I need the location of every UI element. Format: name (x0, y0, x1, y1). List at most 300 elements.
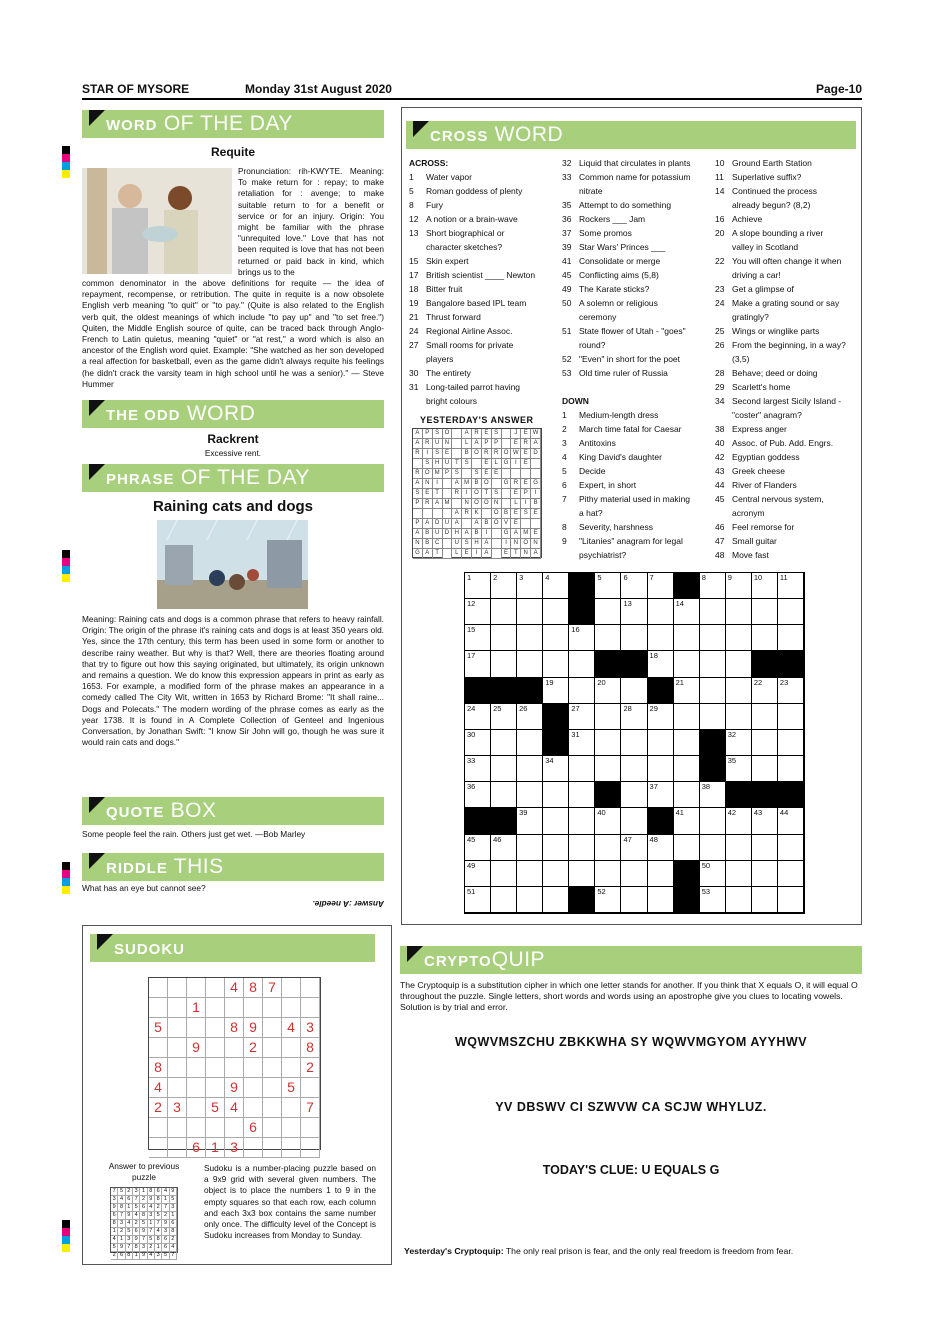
crossword-cell[interactable]: 20 (595, 678, 621, 704)
crossword-cell[interactable] (569, 808, 595, 834)
clue: 9 "Litanies" anagram for legal (562, 536, 683, 546)
sudoku-cell[interactable]: 3 (225, 1138, 244, 1158)
crossword-cell[interactable] (491, 651, 517, 677)
crossword-cell[interactable] (752, 861, 778, 887)
crossword-cell[interactable] (648, 861, 674, 887)
crossword-cell[interactable] (543, 861, 569, 887)
sudoku-cell[interactable] (225, 1038, 244, 1058)
crossword-cell[interactable]: 24 (465, 704, 491, 730)
crossword-cell[interactable] (648, 808, 674, 834)
crossword-cell[interactable] (569, 887, 595, 913)
crossword-cell[interactable] (621, 678, 647, 704)
answer-cell: I (531, 489, 541, 499)
crossword-cell[interactable] (700, 756, 726, 782)
crossword-cell[interactable] (778, 861, 804, 887)
sudoku-cell[interactable] (149, 1038, 168, 1058)
sudoku-answer-cell: 9 (126, 1212, 133, 1220)
crossword-cell[interactable]: 38 (700, 782, 726, 808)
crossword-cell[interactable] (621, 730, 647, 756)
crossword-cell[interactable] (543, 782, 569, 808)
sudoku-cell[interactable] (282, 1118, 301, 1138)
answer-cell: O (472, 449, 482, 459)
crossword-cell[interactable] (700, 678, 726, 704)
sudoku-cell[interactable] (244, 1138, 263, 1158)
crossword-cell[interactable] (700, 651, 726, 677)
sudoku-cell[interactable] (301, 1118, 320, 1138)
sudoku-cell[interactable] (187, 1018, 206, 1038)
sudoku-answer-cell: 3 (155, 1252, 162, 1260)
crossword-cell[interactable] (726, 835, 752, 861)
crossword-cell[interactable]: 2 (491, 573, 517, 599)
answer-cell: R (492, 449, 502, 459)
crossword-cell[interactable] (778, 651, 804, 677)
sudoku-answer-cell: 5 (111, 1244, 118, 1252)
crossword-cell[interactable] (752, 887, 778, 913)
crossword-cell[interactable] (491, 782, 517, 808)
crossword-cell[interactable] (726, 887, 752, 913)
crossword-cell[interactable] (491, 599, 517, 625)
phrase-header: PHRASE OF THE DAY (82, 464, 384, 492)
sudoku-cell[interactable]: 7 (263, 978, 282, 998)
sudoku-cell[interactable] (263, 1058, 282, 1078)
crossword-cell[interactable]: 22 (752, 678, 778, 704)
sudoku-cell[interactable]: 6 (187, 1138, 206, 1158)
sudoku-cell[interactable] (149, 998, 168, 1018)
crossword-cell[interactable]: 33 (465, 756, 491, 782)
crossword-cell[interactable] (726, 599, 752, 625)
sudoku-cell[interactable] (263, 1038, 282, 1058)
sudoku-cell[interactable] (168, 1138, 187, 1158)
crossword-cell[interactable] (674, 573, 700, 599)
sudoku-cell[interactable]: 8 (244, 978, 263, 998)
sudoku-cell[interactable] (244, 1098, 263, 1118)
crossword-cell[interactable] (543, 730, 569, 756)
sudoku-cell[interactable]: 5 (206, 1098, 225, 1118)
crossword-cell[interactable] (778, 625, 804, 651)
sudoku-cell[interactable]: 9 (244, 1018, 263, 1038)
sudoku-cell[interactable]: 7 (301, 1098, 320, 1118)
crossword-cell[interactable]: 45 (465, 835, 491, 861)
crossword-cell[interactable] (491, 678, 517, 704)
crossword-cell[interactable] (517, 599, 543, 625)
yesterday-answer-label: YESTERDAY'S ANSWER (420, 415, 534, 425)
clue: 5 Decide (562, 466, 606, 476)
crossword-cell[interactable] (752, 835, 778, 861)
crossword-cell[interactable]: 52 (595, 887, 621, 913)
crossword-cell[interactable] (778, 887, 804, 913)
crossword-cell[interactable]: 7 (648, 573, 674, 599)
answer-cell: R (413, 469, 423, 479)
crossword-cell[interactable] (517, 861, 543, 887)
crossword-cell[interactable] (726, 651, 752, 677)
crossword-cell[interactable] (543, 835, 569, 861)
crossword-cell[interactable] (648, 887, 674, 913)
crossword-cell[interactable] (491, 887, 517, 913)
sudoku-answer-cell: 1 (155, 1244, 162, 1252)
sudoku-cell[interactable] (187, 1078, 206, 1098)
sudoku-cell[interactable] (187, 1058, 206, 1078)
sudoku-answer-cell: 6 (170, 1220, 177, 1228)
sudoku-cell[interactable] (282, 998, 301, 1018)
crossword-cell[interactable] (491, 861, 517, 887)
clue: 21 Thrust forward (409, 312, 481, 322)
answer-cell: E (521, 479, 531, 489)
crossword-cell[interactable] (621, 651, 647, 677)
crossword-cell[interactable] (621, 861, 647, 887)
crossword-cell[interactable] (778, 599, 804, 625)
crossword-cell[interactable] (491, 756, 517, 782)
crossword-cell[interactable] (778, 704, 804, 730)
crossword-cell[interactable]: 27 (569, 704, 595, 730)
answer-cell: B (462, 449, 472, 459)
crossword-cell[interactable]: 19 (543, 678, 569, 704)
sudoku-answer-cell: 9 (111, 1204, 118, 1212)
sudoku-cell[interactable] (168, 978, 187, 998)
crossword-cell[interactable]: 39 (517, 808, 543, 834)
crossword-cell[interactable] (648, 730, 674, 756)
crossword-cell[interactable] (543, 704, 569, 730)
crossword-cell[interactable]: 48 (648, 835, 674, 861)
answer-cell (452, 439, 462, 449)
answer-cell: U (433, 529, 443, 539)
crossword-cell[interactable]: 46 (491, 835, 517, 861)
sudoku-answer-cell: 7 (111, 1188, 118, 1196)
crossword-cell[interactable]: 31 (569, 730, 595, 756)
answer-cell: B (472, 529, 482, 539)
sudoku-cell[interactable] (206, 1058, 225, 1078)
crossword-cell[interactable] (543, 625, 569, 651)
crossword-cell[interactable]: 1 (465, 573, 491, 599)
answer-cell: S (492, 429, 502, 439)
sudoku-cell[interactable]: 3 (301, 1018, 320, 1038)
crossword-cell[interactable] (700, 808, 726, 834)
crossword-cell[interactable] (752, 730, 778, 756)
crossword-cell[interactable]: 42 (726, 808, 752, 834)
crossword-cell[interactable] (648, 625, 674, 651)
sudoku-cell[interactable] (225, 998, 244, 1018)
sudoku-cell[interactable] (263, 1018, 282, 1038)
sudoku-cell[interactable] (282, 1038, 301, 1058)
crossword-cell[interactable] (491, 625, 517, 651)
crossword-cell[interactable] (465, 678, 491, 704)
crossword-cell[interactable] (674, 730, 700, 756)
crossword-cell[interactable] (465, 808, 491, 834)
crossword-cell[interactable] (569, 756, 595, 782)
answer-cell (521, 519, 531, 529)
sudoku-cell[interactable] (168, 1118, 187, 1138)
sudoku-cell[interactable]: 5 (149, 1018, 168, 1038)
crossword-cell[interactable] (543, 808, 569, 834)
sudoku-cell[interactable] (263, 1098, 282, 1118)
sudoku-cell[interactable]: 8 (225, 1018, 244, 1038)
sudoku-cell[interactable] (282, 1058, 301, 1078)
crossword-cell[interactable] (752, 625, 778, 651)
crossword-cell[interactable]: 37 (648, 782, 674, 808)
sudoku-cell[interactable] (168, 1038, 187, 1058)
crossword-cell[interactable]: 25 (491, 704, 517, 730)
sudoku-cell[interactable] (206, 1118, 225, 1138)
crossword-cell[interactable]: 32 (726, 730, 752, 756)
crossword-cell[interactable] (595, 835, 621, 861)
sudoku-answer-cell: 3 (170, 1204, 177, 1212)
sudoku-cell[interactable]: 9 (225, 1078, 244, 1098)
sudoku-cell[interactable] (282, 1098, 301, 1118)
sudoku-cell[interactable] (301, 978, 320, 998)
crossword-cell[interactable]: 34 (543, 756, 569, 782)
crossword-cell[interactable] (621, 756, 647, 782)
sudoku-cell[interactable] (301, 998, 320, 1018)
crossword-cell[interactable]: 41 (674, 808, 700, 834)
crossword-cell[interactable] (543, 887, 569, 913)
crossword-cell[interactable] (621, 782, 647, 808)
crossword-cell[interactable] (674, 651, 700, 677)
crossword-cell[interactable] (569, 599, 595, 625)
riddle-answer: Answer :A needle. (312, 899, 384, 910)
sudoku-cell[interactable] (301, 1138, 320, 1158)
crossword-cell[interactable]: 6 (621, 573, 647, 599)
crossword-cell[interactable]: 53 (700, 887, 726, 913)
phrase-text: Meaning: Raining cats and dogs is a common phrase that refers to heavy rainfall. Origin: The origin of the phrase it's raining cats and dogs is at least 350 years old. Yes, since the 17th century, this term has been used in some form or another to describe rainy weather. But why is that? Well, there are theories floating around that try to figure out how this saying originated, but ultimately, its origin unknown and remains a question. We do know this expression appears in print as early as 1653. For example, a modified form of the phrase makes an appearance in a comedy called The City Wit, written in 1653 by Richard Brome: "It shall raine... Dogs and Polecats." The modern wording of the phrase comes as early as the year 1738. It is found in A Complete Collection of Genteel and Ingenious Conversation, by Jonathan Swift: "I know Sir John will go, though he was sure it would rain cats and dogs." (82, 614, 384, 748)
crossword-cell[interactable] (700, 599, 726, 625)
crossword-cell[interactable]: 15 (465, 625, 491, 651)
crossword-cell[interactable]: 30 (465, 730, 491, 756)
sudoku-cell[interactable] (282, 1138, 301, 1158)
crossword-cell[interactable] (621, 625, 647, 651)
crossword-cell[interactable] (648, 678, 674, 704)
crossword-cell[interactable] (726, 625, 752, 651)
sudoku-cell[interactable] (263, 1078, 282, 1098)
sudoku-cell[interactable]: 1 (206, 1138, 225, 1158)
sudoku-cell[interactable]: 2 (149, 1098, 168, 1118)
crossword-cell[interactable] (569, 861, 595, 887)
crossword-cell[interactable] (595, 651, 621, 677)
sudoku-cell[interactable] (168, 998, 187, 1018)
crossword-cell[interactable]: 51 (465, 887, 491, 913)
yesterday-crossword-answer (412, 428, 542, 558)
crossword-cell[interactable] (569, 651, 595, 677)
crossword-cell[interactable]: 12 (465, 599, 491, 625)
crossword-cell[interactable] (726, 861, 752, 887)
crossword-cell[interactable] (543, 651, 569, 677)
answer-cell (502, 469, 512, 479)
sudoku-answer-cell: 6 (140, 1204, 147, 1212)
sudoku-cell[interactable] (168, 1018, 187, 1038)
clue: 19 Bangalore based IPL team (409, 298, 527, 308)
crossword-cell[interactable] (726, 704, 752, 730)
crossword-cell[interactable]: 40 (595, 808, 621, 834)
crossword-cell[interactable] (674, 782, 700, 808)
answer-cell (433, 509, 443, 519)
crossword-cell[interactable] (700, 835, 726, 861)
sudoku-cell[interactable]: 8 (149, 1058, 168, 1078)
sudoku-cell[interactable] (149, 978, 168, 998)
answer-cell: V (502, 519, 512, 529)
answer-cell: K (472, 509, 482, 519)
clue: 38 Express anger (715, 424, 787, 434)
crossword-cell[interactable] (778, 730, 804, 756)
crossword-cell[interactable]: 36 (465, 782, 491, 808)
crossword-cell[interactable] (621, 887, 647, 913)
sudoku-answer-cell: 7 (148, 1228, 155, 1236)
crossword-cell[interactable] (595, 599, 621, 625)
crossword-cell[interactable] (517, 782, 543, 808)
sudoku-cell[interactable] (206, 1078, 225, 1098)
crossword-cell[interactable]: 18 (648, 651, 674, 677)
answer-cell: I (511, 459, 521, 469)
sudoku-cell[interactable] (301, 1078, 320, 1098)
crossword-cell[interactable] (674, 861, 700, 887)
crossword-cell[interactable] (517, 651, 543, 677)
crossword-cell[interactable] (621, 808, 647, 834)
sudoku-cell[interactable] (282, 978, 301, 998)
crossword-cell[interactable] (752, 756, 778, 782)
crossword-cell[interactable]: 50 (700, 861, 726, 887)
crossword-cell[interactable] (752, 651, 778, 677)
crossword-cell[interactable]: 35 (726, 756, 752, 782)
sudoku-answer-cell: 2 (162, 1212, 169, 1220)
sudoku-cell[interactable]: 3 (168, 1098, 187, 1118)
sudoku-cell[interactable] (206, 978, 225, 998)
sudoku-cell[interactable] (168, 1078, 187, 1098)
crossword-cell[interactable] (517, 730, 543, 756)
crossword-cell[interactable]: 29 (648, 704, 674, 730)
crossword-cell[interactable] (543, 599, 569, 625)
clue: 24 Regional Airline Assoc. (409, 326, 513, 336)
crossword-cell[interactable]: 8 (700, 573, 726, 599)
sudoku-cell[interactable] (187, 1098, 206, 1118)
sudoku-cell[interactable]: 2 (301, 1058, 320, 1078)
sudoku-cell[interactable] (206, 998, 225, 1018)
crossword-cell[interactable] (595, 730, 621, 756)
crossword-cell[interactable] (674, 625, 700, 651)
crossword-cell[interactable]: 4 (543, 573, 569, 599)
crossword-cell[interactable] (517, 887, 543, 913)
crossword-cell[interactable] (595, 756, 621, 782)
crossword-cell[interactable]: 9 (726, 573, 752, 599)
sudoku-cell[interactable] (187, 978, 206, 998)
sudoku-cell[interactable] (263, 1118, 282, 1138)
sudoku-cell[interactable] (187, 1118, 206, 1138)
crossword-cell[interactable]: 5 (595, 573, 621, 599)
sudoku-cell[interactable]: 4 (282, 1018, 301, 1038)
crossword-cell[interactable] (595, 704, 621, 730)
crossword-cell[interactable]: 3 (517, 573, 543, 599)
crossword-cell[interactable] (752, 704, 778, 730)
crossword-cell[interactable]: 16 (569, 625, 595, 651)
sudoku-cell[interactable] (244, 1058, 263, 1078)
crossword-cell[interactable]: 23 (778, 678, 804, 704)
crossword-cell[interactable] (700, 704, 726, 730)
crossword-cell[interactable] (517, 756, 543, 782)
sudoku-cell[interactable] (225, 1118, 244, 1138)
sudoku-cell[interactable]: 1 (187, 998, 206, 1018)
crossword-cell[interactable] (517, 625, 543, 651)
crossword-cell[interactable] (569, 835, 595, 861)
crossword-cell[interactable]: 26 (517, 704, 543, 730)
sudoku-cell[interactable] (168, 1058, 187, 1078)
crossword-cell[interactable] (752, 782, 778, 808)
sudoku-cell[interactable] (206, 1018, 225, 1038)
crossword-cell[interactable]: 47 (621, 835, 647, 861)
crossword-cell[interactable] (648, 756, 674, 782)
sudoku-answer-cell: 7 (155, 1220, 162, 1228)
crossword-cell[interactable] (674, 704, 700, 730)
sudoku-cell[interactable]: 9 (187, 1038, 206, 1058)
crossword-cell[interactable]: 44 (778, 808, 804, 834)
crossword-cell[interactable] (752, 599, 778, 625)
sudoku-cell[interactable] (149, 1118, 168, 1138)
crossword-cell[interactable]: 11 (778, 573, 804, 599)
sudoku-grid[interactable] (148, 977, 321, 1155)
crossword-cell[interactable] (569, 573, 595, 599)
crossword-cell[interactable] (700, 730, 726, 756)
crossword-cell[interactable] (569, 782, 595, 808)
sudoku-cell[interactable]: 8 (301, 1038, 320, 1058)
answer-cell: O (492, 509, 502, 519)
crossword-cell[interactable] (491, 808, 517, 834)
crossword-cell[interactable] (778, 835, 804, 861)
crossword-cell[interactable]: 17 (465, 651, 491, 677)
crossword-cell[interactable] (595, 625, 621, 651)
crossword-cell[interactable] (517, 835, 543, 861)
sudoku-cell[interactable] (244, 1078, 263, 1098)
crossword-grid[interactable] (464, 572, 805, 914)
crossword-cell[interactable]: 10 (752, 573, 778, 599)
sudoku-cell[interactable] (244, 998, 263, 1018)
crossword-cell[interactable] (517, 678, 543, 704)
sudoku-cell[interactable]: 4 (225, 978, 244, 998)
sudoku-cell[interactable] (225, 1058, 244, 1078)
sudoku-cell[interactable]: 6 (244, 1118, 263, 1138)
down-label: DOWN (562, 396, 589, 406)
clue: a hat? (579, 508, 603, 518)
sudoku-answer-cell: 1 (170, 1212, 177, 1220)
sudoku-cell[interactable]: 4 (225, 1098, 244, 1118)
crossword-cell[interactable]: 28 (621, 704, 647, 730)
crossword-cell[interactable] (726, 678, 752, 704)
sudoku-cell[interactable] (206, 1038, 225, 1058)
crossword-cell[interactable] (778, 756, 804, 782)
crossword-cell[interactable]: 43 (752, 808, 778, 834)
crossword-cell[interactable] (595, 782, 621, 808)
crossword-cell[interactable]: 14 (674, 599, 700, 625)
answer-cell: P (423, 429, 433, 439)
crossword-cell[interactable]: 49 (465, 861, 491, 887)
crossword-cell[interactable] (674, 756, 700, 782)
sudoku-cell[interactable]: 5 (282, 1078, 301, 1098)
crossword-cell[interactable]: 21 (674, 678, 700, 704)
crossword-cell[interactable] (648, 599, 674, 625)
crossword-cell[interactable] (491, 730, 517, 756)
cryptoquip-line-1: WQWVMSZCHU ZBKKWHA SY WQWVMGYOM AYYHWV (454, 1035, 808, 1049)
answer-cell (452, 449, 462, 459)
sudoku-cell[interactable] (149, 1138, 168, 1158)
crossword-cell[interactable] (674, 887, 700, 913)
clue: acronym (732, 508, 765, 518)
sudoku-cell[interactable] (263, 1138, 282, 1158)
answer-cell: T (482, 489, 492, 499)
crossword-cell[interactable] (726, 782, 752, 808)
crossword-cell[interactable] (700, 625, 726, 651)
crossword-cell[interactable] (778, 782, 804, 808)
crossword-cell[interactable] (674, 835, 700, 861)
crossword-cell[interactable]: 13 (621, 599, 647, 625)
sudoku-cell[interactable]: 2 (244, 1038, 263, 1058)
crossword-cell[interactable] (569, 678, 595, 704)
sudoku-cell[interactable] (263, 998, 282, 1018)
crossword-cell[interactable] (595, 861, 621, 887)
sudoku-cell[interactable]: 4 (149, 1078, 168, 1098)
